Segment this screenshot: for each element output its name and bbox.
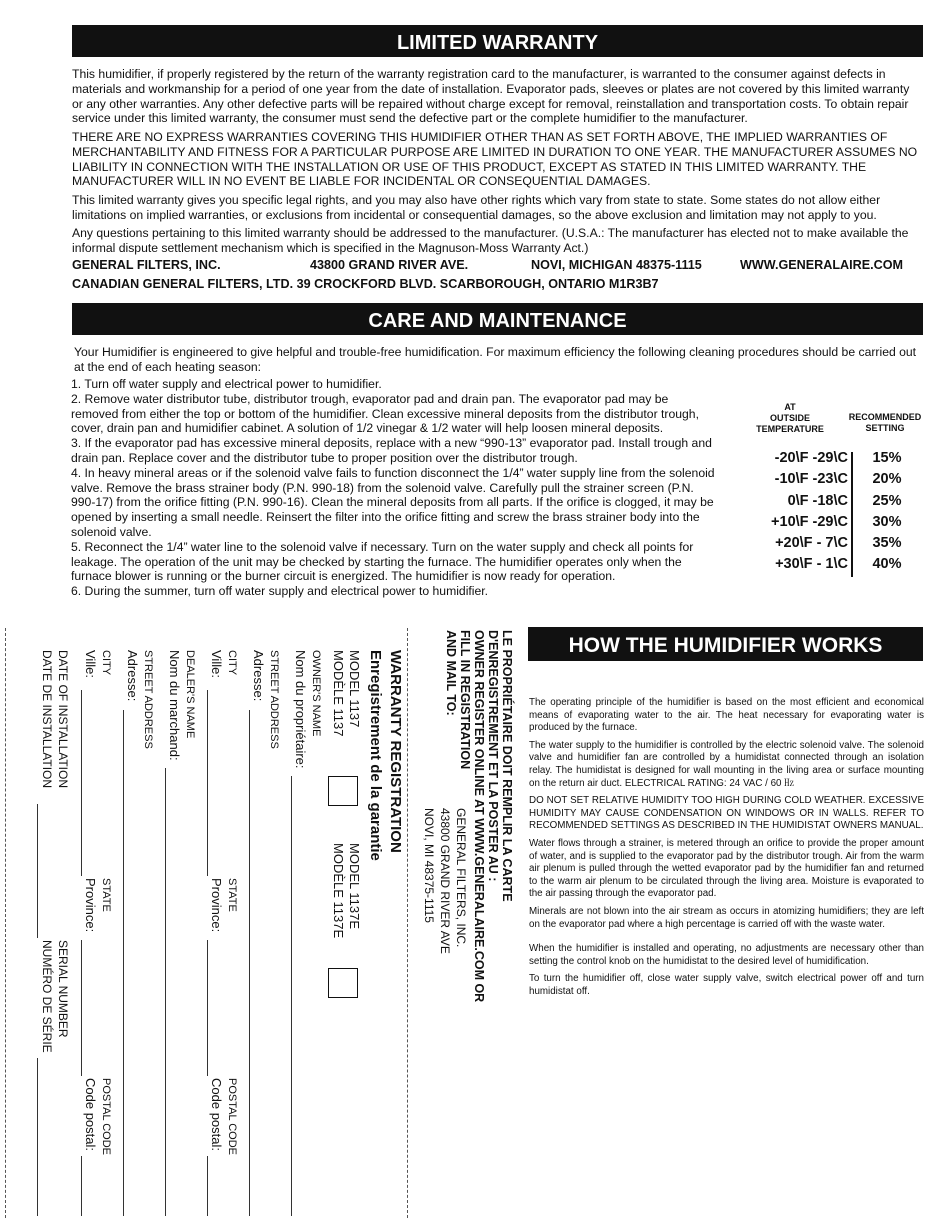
care-step: 5. Reconnect the 1/4” water line to the solenoid valve if necessary. Turn on the water supply and check all points for leakage. The operation of the unit may be checked by starting the furnace. The humidifier operates only when the furnace blower is running or the burner circuit is energized. The humidifier is now ready for operation. xyxy=(71,539,694,584)
how-paragraph: When the humidifier is installed and operating, no adjustments are necessary other than setting the control knob on the humidistat to the desired level of humidification. xyxy=(529,943,924,967)
warranty-paragraph-3: This limited warranty gives you specific legal rights, and you may also have other rights which vary from state to state. Some states do not allow either limitations on implied warranties, or exclusions from incidental or consequential damages, so the above exclusion and limitation may not apply to you. xyxy=(72,193,881,222)
table-row xyxy=(745,471,930,492)
street-address-label: STREET ADDRESS xyxy=(268,650,280,749)
care-step: 4. In heavy mineral areas or if the solenoid valve fails to function disconnect the 1/4” water supply line from the solenoid valve. Remove the brass strainer body (P.N. 990-18) from the solenoid valve. Carefully pull the strainer screen (P.N. 990-17) from the orifice fitting (P.N. 990-16). Clean the mineral deposits from all parts. If the orifice is clogged, it may be opened by inserting a small needle. Reinsert the filter into the orifice fitting and screw the brass strainer body into the solenoid valve. xyxy=(71,465,715,539)
how-it-works-text xyxy=(529,697,924,1003)
mail-address-line-2: 43800 GRAND RIVER AVE xyxy=(438,808,452,954)
company-city: NOVI, MICHIGAN 48375-1115 xyxy=(531,258,702,272)
how-it-works-heading: HOW THE HUMIDIFIER WORKS xyxy=(528,627,923,661)
cut-line-bottom xyxy=(5,628,6,1218)
owner-postal-field[interactable] xyxy=(207,1156,208,1216)
warranty-registration-card xyxy=(0,628,520,1228)
care-step: 3. If the evaporator pad has excessive mineral deposits, replace with a new “990-13” evaporator pad. Install trough and drain pan. Replace cover and the distributor tube to proper position over the distributor trough. xyxy=(71,436,712,465)
warranty-paragraph-2: THERE ARE NO EXPRESS WARRANTIES COVERING THIS HUMIDIFIER OTHER THAN AS SET FORTH ABOVE, THE IMPLIED WARRANTIES OF MERCHANTABILITY AND FITNESS FOR A PARTICULAR PURPOSE ARE LIMITED IN DURATION TO ONE YEAR. THE MANUFACTURER ASSUMES NO LIABILITY IN CONNECTION WITH THE INSTALLATION OR USE OF THIS PRODUCT, EXCEPT AS STATED IN THIS LIMITED WARRANTY. THE MANUFACTURER WILL IN NO EVENT BE LIABLE FOR INCIDENTAL OR CONSEQUENTIAL DAMAGES. xyxy=(72,130,918,189)
mail-instruction-fr-1: LE PROPRIÉTAIRE DOIT REMPLIR LA CARTE xyxy=(500,630,514,902)
limited-warranty-heading: LIMITED WARRANTY xyxy=(72,25,923,57)
care-intro: Your Humidifier is engineered to give helpful and trouble-free humidification. For maximum efficiency the following cleaning procedures should be carried out at the end of each heating season: xyxy=(74,345,917,374)
manufacturer-address-canada: CANADIAN GENERAL FILTERS, LTD. 39 CROCKFORD BLVD. SCARBOROUGH, ONTARIO M1R3B7 xyxy=(72,277,659,291)
register-online-text: OWNER REGISTER ONLINE AT WWW.GENERALAIRE.COM OR xyxy=(472,630,486,1003)
dealer-province-field[interactable] xyxy=(81,940,82,1076)
dealer-street-label: STREET ADDRESS xyxy=(142,650,154,749)
table-row xyxy=(745,556,930,577)
code-postal-label: Code postal: xyxy=(209,1078,224,1151)
table-row xyxy=(745,514,930,535)
temperature-cell: +10\F -29\C xyxy=(771,513,848,530)
model-1137-label-fr: MODÈLE 1137 xyxy=(331,650,346,737)
date-of-installation-label-fr: DATE DE INSTALLATION xyxy=(40,650,54,789)
company-street: 43800 GRAND RIVER AVE. xyxy=(310,258,469,272)
how-paragraph: To turn the humidifier off, close water supply valve, switch electrical power off and turn humidistat off. xyxy=(529,973,924,997)
dealer-code-postal-label: Code postal: xyxy=(83,1078,98,1151)
outside-temperature-header: AT OUTSIDE TEMPERATURE xyxy=(756,402,824,434)
temperature-cell: 0\F -18\C xyxy=(787,492,848,509)
owner-address-field[interactable] xyxy=(249,710,250,1216)
mail-instruction-fr-2: D'ENREGISTREMENT ET LA POSTER AU : xyxy=(486,630,500,882)
serial-number-label-fr: NUMÉRO DE SÉRIE xyxy=(40,940,54,1053)
state-label: STATE xyxy=(226,878,238,912)
warranty-paragraph-4: Any questions pertaining to this limited warranty should be addressed to the manufacturer. (U.S.A.: The manufacturer has elected not to make available the informal dispute settlement mechanism which is specified in the Magnuson-Moss Warranty Act.) xyxy=(72,226,909,255)
setting-cell: 40% xyxy=(872,556,902,573)
owner-province-field[interactable] xyxy=(207,940,208,1076)
care-steps-list xyxy=(71,377,719,599)
dealer-city-label: CITY xyxy=(100,650,112,676)
ville-label: Ville: xyxy=(209,650,224,678)
fill-in-text: FILL IN REGISTRATION xyxy=(458,630,472,770)
recommended-setting-header: RECOMMENDED SETTING xyxy=(848,412,922,433)
dealer-address-field[interactable] xyxy=(123,710,124,1216)
model-1137e-label-fr: MODÈLE 1137E xyxy=(331,843,346,939)
warranty-registration-title-fr: Enregistrement de la garantie xyxy=(367,650,384,861)
serial-number-label: SERIAL NUMBER xyxy=(56,940,70,1038)
table-row xyxy=(745,493,930,514)
cut-line xyxy=(407,628,408,1218)
warranty-registration-title: WARRANTY REGISTRATION xyxy=(387,650,404,853)
care-step: 2. Remove water distributor tube, distributor trough, evaporator pad and drain pan. The evaporator pad may be removed from either the top or bottom of the humidifier. Clean excessive mineral deposits from the distributor trough, cover, drain pan and humidifier cabinet. A solution of 1/2 vinegar & 1/2 water will help loosen mineral deposits. xyxy=(71,391,699,436)
province-label: Province: xyxy=(209,878,224,933)
dealer-adresse-label: Adresse: xyxy=(125,650,140,702)
installation-date-field[interactable] xyxy=(37,804,38,938)
owner-name-label-fr: Nom du propriétaire: xyxy=(293,650,308,769)
owner-city-field[interactable] xyxy=(207,690,208,876)
how-paragraph: The operating principle of the humidifier is based on the most efficient and economical means of evaporating water to the air. The heat necessary for evaporating water is produced by the furnace. xyxy=(529,697,924,734)
temperature-cell: -20\F -29\C xyxy=(774,450,848,466)
warranty-paragraph-1: This humidifier, if properly registered by the return of the warranty registration card to the manufacturer, is warranted to the consumer against defects in materials and workmanship for a period of one year from the date of installation. Evaporator pads, sleeves or plates are not covered by this limited warranty or any other warranties. Any other defective parts will be repaired without charge except for removal, reinstallation and transportation costs. To obtain repair service under this limited warranty, the consumer must send the defective part or the complete humidifier to the manufacturer. xyxy=(72,67,910,126)
care-maintenance-heading: CARE AND MAINTENANCE xyxy=(72,303,923,335)
setting-cell: 20% xyxy=(872,471,902,488)
table-divider xyxy=(851,452,853,577)
dealer-postal-label: POSTAL CODE xyxy=(100,1078,112,1156)
setting-cell: 35% xyxy=(872,535,902,552)
setting-cell: 15% xyxy=(872,450,902,466)
dealer-name-label: DEALER'S NAME xyxy=(184,650,196,739)
model-1137e-checkbox[interactable] xyxy=(328,968,358,998)
care-step: 6. During the summer, turn off water supply and electrical power to humidifier. xyxy=(71,584,489,599)
temperature-cell: +20\F - 7\C xyxy=(775,535,848,552)
dealer-name-label-fr: Nom du marchand: xyxy=(167,650,182,761)
care-step: 1. Turn off water supply and electrical power to humidifier. xyxy=(71,377,382,391)
city-label: CITY xyxy=(226,650,238,676)
date-of-installation-label: DATE OF INSTALLATION xyxy=(56,650,70,789)
model-1137e-label: MODEL 1137E xyxy=(347,843,362,929)
owner-name-field[interactable] xyxy=(291,776,292,1216)
dealer-city-field[interactable] xyxy=(81,690,82,876)
how-paragraph: The water supply to the humidifier is controlled by the electric solenoid valve. The solenoid valve and humidifier fan are controlled by a humidistat connected through an isolation relay. The humidistat is designed for wall mounting in the living area or surface mounting on the return air duct. ELECTRICAL RATING: 24 VAC / 60 ㎐ xyxy=(529,739,924,789)
serial-number-field[interactable] xyxy=(37,1058,38,1216)
dealer-postal-field[interactable] xyxy=(81,1156,82,1216)
temperature-cell: -10\F -23\C xyxy=(774,471,848,488)
model-1137-label: MODEL 1137 xyxy=(347,650,362,728)
dealer-province-label: Province: xyxy=(83,878,98,933)
how-paragraph: DO NOT SET RELATIVE HUMIDITY TOO HIGH DURING COLD WEATHER. EXCESSIVE HUMIDITY MAY CAUSE CONDENSATION ON WINDOWS OR IN WALLS. REFER TO RECOMMENDED SETTINGS AS DESCRIBED IN THE HUMIDISTAT OWNERS MANUAL. xyxy=(529,795,924,832)
model-1137-checkbox[interactable] xyxy=(328,776,358,806)
table-row xyxy=(745,450,930,471)
dealer-state-label: STATE xyxy=(100,878,112,912)
adresse-label: Adresse: xyxy=(251,650,266,702)
mail-address-line-3: NOVI, MI 48375-1115 xyxy=(422,808,436,923)
temperature-cell: +30\F - 1\C xyxy=(775,556,848,573)
setting-cell: 30% xyxy=(872,513,902,530)
humidity-settings-table xyxy=(745,450,930,578)
how-paragraph: Water flows through a strainer, is metered through an orifice to provide the proper amount of water, and is supplied to the evaporator pad by the distributor trough. Air from the warm air plenum is pulled through the wetted evaporator pad by the humidifier fan and returned to the warm air plenum to be circulated through the living area. Moisture is evaporated to the air passing through the evaporator pad. xyxy=(529,837,924,900)
mail-address-line-1: GENERAL FILTERS, INC. xyxy=(454,808,468,948)
postal-code-label: POSTAL CODE xyxy=(226,1078,238,1156)
table-row xyxy=(745,535,930,556)
how-paragraph: Minerals are not blown into the air stream as occurs in atomizing humidifiers; they are left on the evaporator pad where a high percentage is carried off with the waste water. xyxy=(529,905,924,930)
setting-cell: 25% xyxy=(872,492,902,509)
dealer-name-field[interactable] xyxy=(165,768,166,1216)
owner-name-label: OWNER'S NAME xyxy=(310,650,322,737)
company-website: WWW.GENERALAIRE.COM xyxy=(740,258,904,272)
mail-to-text: AND MAIL TO: xyxy=(444,630,458,716)
dealer-ville-label: Ville: xyxy=(83,650,98,678)
company-name: GENERAL FILTERS, INC. xyxy=(72,258,221,272)
